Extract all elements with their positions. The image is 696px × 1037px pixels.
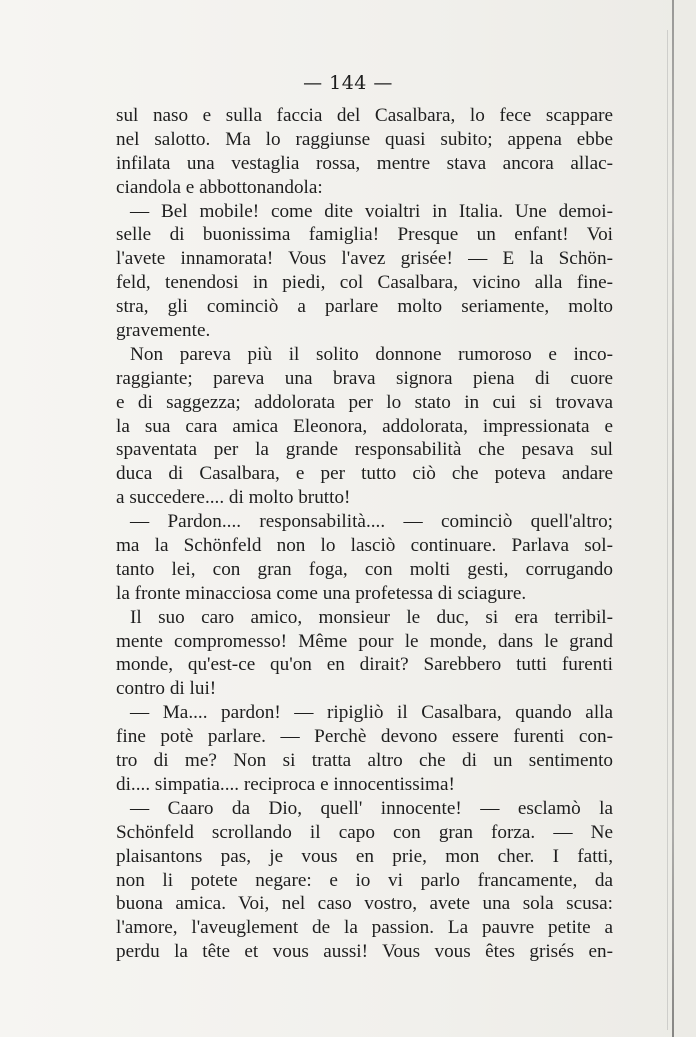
text-line: raggiante; pareva una brava signora piena di cuore (116, 367, 613, 389)
text-line: e di saggezza; addolorata per lo stato in cui si trovava (116, 391, 613, 413)
text-line: l'amore, l'aveuglement de la passion. La pauvre petite a (116, 917, 613, 939)
text-line: monde, qu'est-ce qu'on en dirait? Sarebbero tutti furenti (116, 654, 613, 676)
text-line: sul naso e sulla faccia del Casalbara, lo fece scappare (116, 105, 613, 126)
page-edge (672, 0, 674, 1037)
text-line: stra, gli cominciò a parlare molto seriamente, molto (116, 296, 613, 318)
text-line: feld, tenendosi in piedi, col Casalbara, vicino alla fine- (116, 272, 613, 294)
text-line: infilata una vestaglia rossa, mentre stava ancora allac- (116, 152, 613, 174)
text-line: Il suo caro amico, monsieur le duc, si era terribil- (130, 606, 613, 628)
text-line: gravemente. (116, 320, 211, 342)
body-text (116, 104, 613, 964)
text-line: tanto lei, con gran foga, con molti gesti, corrugando (116, 558, 613, 580)
text-line: contro di lui! (116, 678, 217, 700)
text-line: duca di Casalbara, e per tutto ciò che poteva andare (116, 463, 613, 485)
text-line: plaisantons pas, je vous en prie, mon cher. I fatti, (116, 845, 613, 867)
page-number: — 144 — (303, 72, 393, 94)
text-line: tro di me? Non si tratta altro che di un sentimento (116, 750, 613, 772)
text-line: di.... simpatia.... reciproca e innocentissima! (116, 773, 455, 795)
text-line: — Pardon.... responsabilità.... — cominciò quell'altro; (130, 511, 613, 533)
text-line: perdu la tête et vous aussi! Vous vous êtes grisés en- (116, 941, 613, 963)
text-line: la fronte minacciosa come una profetessa di sciagure. (116, 582, 527, 604)
text-line: non li potete negare: e io vi parlo francamente, da (116, 869, 613, 891)
text-line: — Caaro da Dio, quell' innocente! — esclamò la (130, 797, 613, 819)
text-line: selle di buonissima famiglia! Presque un enfant! Voi (116, 224, 613, 246)
text-line: — Bel mobile! come dite voialtri in Italia. Une demoi- (130, 200, 613, 222)
text-line: a succedere.... di molto brutto! (116, 487, 351, 509)
text-line: ciandola e abbottonandola: (116, 176, 323, 198)
page-edge-shadow (667, 30, 668, 1030)
text-line: nel salotto. Ma lo raggiunse quasi subito; appena ebbe (116, 128, 613, 150)
text-line: Non pareva più il solito donnone rumoroso e inco- (130, 343, 613, 365)
text-line: la sua cara amica Eleonora, addolorata, impressionata e (116, 415, 613, 437)
text-line: — Ma.... pardon! — ripigliò il Casalbara, quando alla (130, 702, 613, 724)
text-line: mente compromesso! Même pour le monde, dans le grand (116, 630, 613, 652)
text-line: l'avete innamorata! Vous l'avez grisée! — E la Schön- (116, 248, 613, 270)
text-line: Schönfeld scrollando il capo con gran forza. — Ne (116, 821, 613, 843)
text-line: ma la Schönfeld non lo lasciò continuare. Parlava sol- (116, 535, 613, 557)
text-line: fine potè parlare. — Perchè devono essere furenti con- (116, 726, 613, 748)
text-line: spaventata per la grande responsabilità che pesava sul (116, 439, 613, 461)
text-line: buona amica. Voi, nel caso vostro, avete una sola scusa: (116, 893, 613, 915)
